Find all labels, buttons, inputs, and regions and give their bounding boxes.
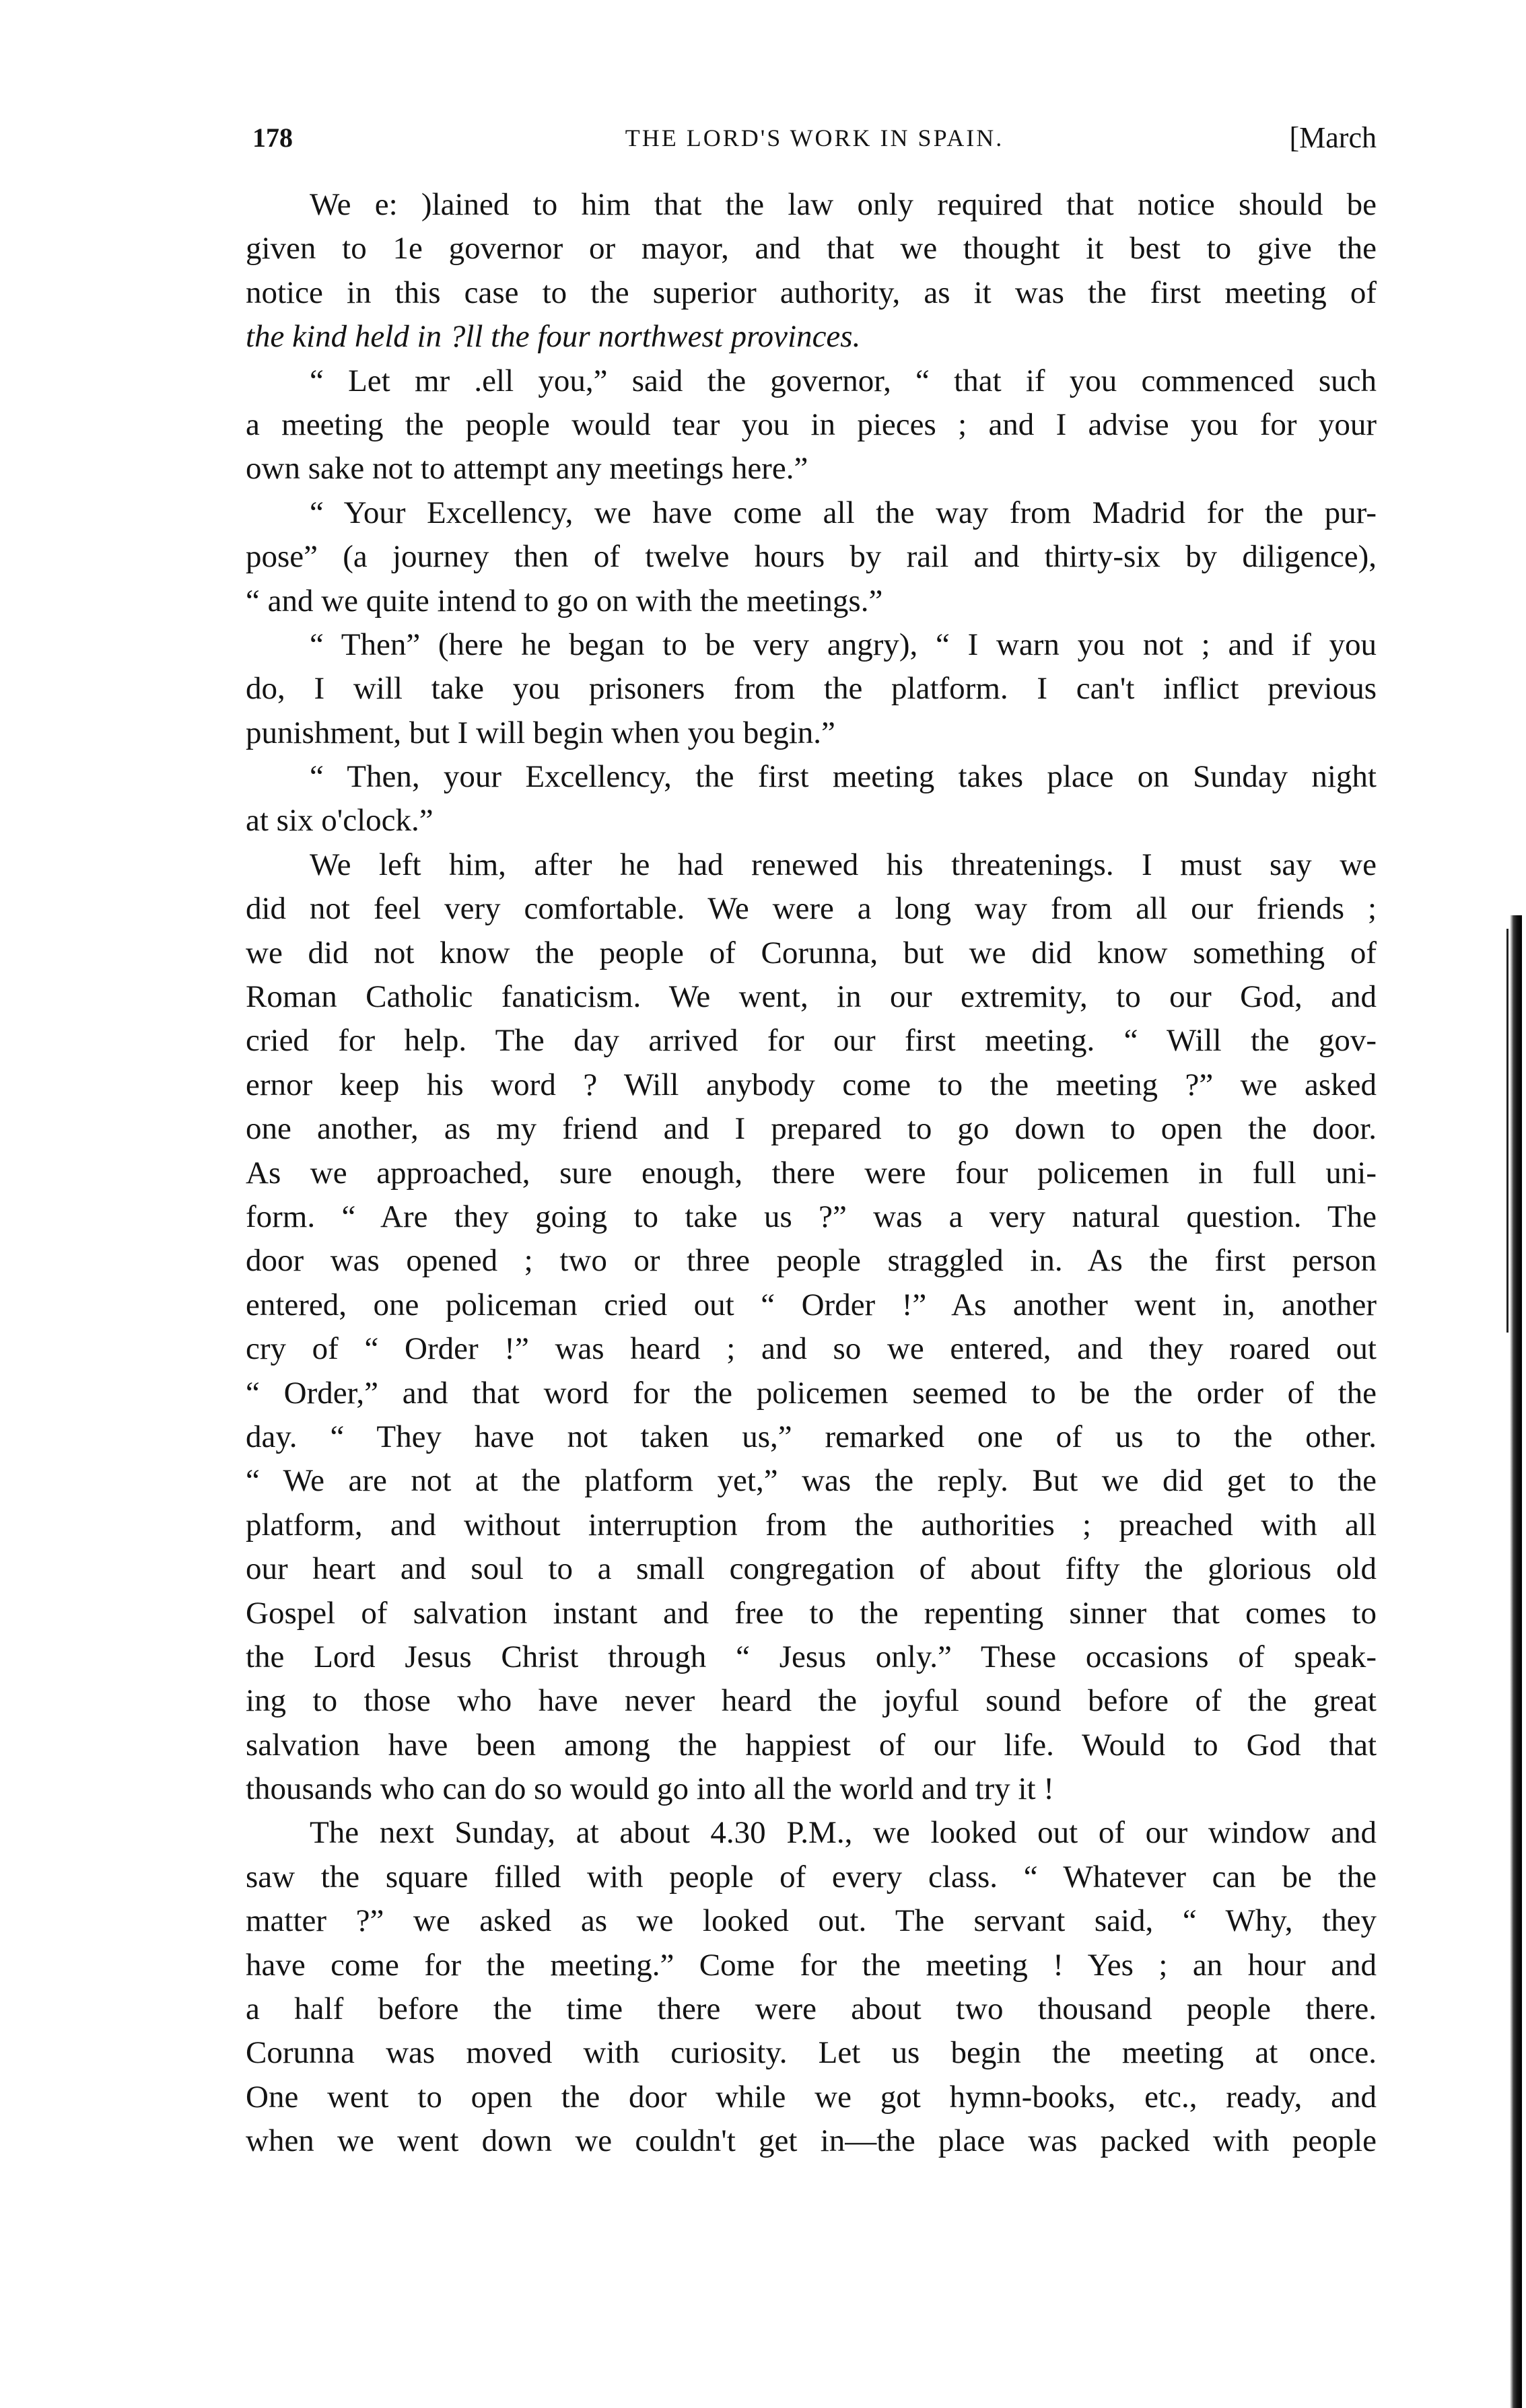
text-line: ernor keep his word ? Will anybody come to the meeting ?” we asked [246,1067,1377,1102]
text-line: ing to those who have never heard the joyful sound before of the great [246,1683,1377,1719]
text-line: The next Sunday, at about 4.30 P.M., we looked out of our window and [310,1815,1377,1851]
text-line: do, I will take you prisoners from the platform. I can't inflict previous [246,671,1377,707]
running-title: THE LORD'S WORK IN SPAIN. [625,125,1004,151]
text-line: Roman Catholic fanaticism. We went, in our extremity, to our God, and [246,979,1377,1015]
page-edge-shadow [1510,915,1522,2408]
text-line: the Lord Jesus Christ through “ Jesus only.” These occasions of speak- [246,1639,1377,1674]
text-line: a half before the time there were about two thousand people there. [246,1991,1377,2027]
text-line: we did not know the people of Corunna, but we did know something of [246,935,1377,970]
text-line: One went to open the door while we got hymn-books, etc., ready, and [246,2079,1377,2115]
text-line: punishment, but I will begin when you begin.” [246,715,835,750]
text-line: salvation have been among the happiest of our life. Would to God that [246,1727,1377,1763]
text-line: a meeting the people would tear you in pieces ; and I advise you for your [246,406,1377,442]
text-line: cried for help. The day arrived for our first meeting. “ Will the gov- [246,1023,1377,1059]
text-line: platform, and without interruption from the authorities ; preached with all [246,1507,1377,1543]
text-line: notice in this case to the superior authority, as it was the first meeting of [246,275,1377,310]
text-line: As we approached, sure enough, there were four policemen in full uni- [246,1155,1377,1191]
text-line: “ Your Excellency, we have come all the way from Madrid for the pur- [310,495,1377,530]
text-line: Corunna was moved with curiosity. Let us begin the meeting at once. [246,2035,1377,2071]
text-line: door was opened ; two or three people straggled in. As the first person [246,1243,1377,1279]
running-month: [March [1289,121,1377,154]
text-line: We left him, after he had renewed his threatenings. I must say we [310,847,1377,882]
text-line: matter ?” we asked as we looked out. The servant said, “ Why, they [246,1903,1377,1939]
text-line: our heart and soul to a small congregation of about fifty the glorious old [246,1551,1377,1587]
text-line: “ We are not at the platform yet,” was the reply. But we did get to the [246,1463,1377,1499]
text-line: saw the square filled with people of every class. “ Whatever can be the [246,1859,1377,1894]
text-line: when we went down we couldn't get in—the place was packed with people [246,2123,1377,2159]
text-line: “ and we quite intend to go on with the meetings.” [246,583,883,618]
text-line: did not feel very comfortable. We were a long way from all our friends ; [246,891,1377,927]
text-line: We e: )lained to him that the law only required that notice should be [310,187,1377,222]
text-line: “ Then, your Excellency, the first meeting takes place on Sunday night [310,759,1377,795]
text-line: entered, one policeman cried out “ Order !” As another went in, another [246,1287,1377,1322]
text-line: thousands who can do so would go into all the world and try it ! [246,1771,1054,1807]
body-text [246,183,1377,2164]
page-number: 178 [252,122,293,153]
text-line: at six o'clock.” [246,803,433,839]
page-edge-line [1506,929,1508,1333]
text-line: “ Then” (here he began to be very angry), “ I warn you not ; and if you [310,627,1377,662]
text-line: have come for the meeting.” Come for the meeting ! Yes ; an hour and [246,1947,1377,1983]
text-line: cry of “ Order !” was heard ; and so we entered, and they roared out [246,1331,1377,1367]
text-line: one another, as my friend and I prepared to go down to open the door. [246,1111,1377,1147]
text-line: “ Let mr .ell you,” said the governor, “ that if you commenced such [310,363,1377,398]
running-head [252,114,1377,162]
text-line: Gospel of salvation instant and free to the repenting sinner that comes to [246,1595,1377,1631]
text-line: day. “ They have not taken us,” remarked one of us to the other. [246,1419,1377,1454]
text-line: given to 1e governor or mayor, and that we thought it best to give the [246,231,1377,267]
text-line: “ Order,” and that word for the policemen seemed to be the order of the [246,1375,1377,1411]
text-line: own sake not to attempt any meetings here.” [246,451,808,487]
text-line: pose” (a journey then of twelve hours by rail and thirty-six by diligence), [246,539,1377,575]
text-line: form. “ Are they going to take us ?” was a very natural question. The [246,1199,1377,1234]
text-line: the kind held in ?ll the four northwest provinces. [246,319,861,355]
